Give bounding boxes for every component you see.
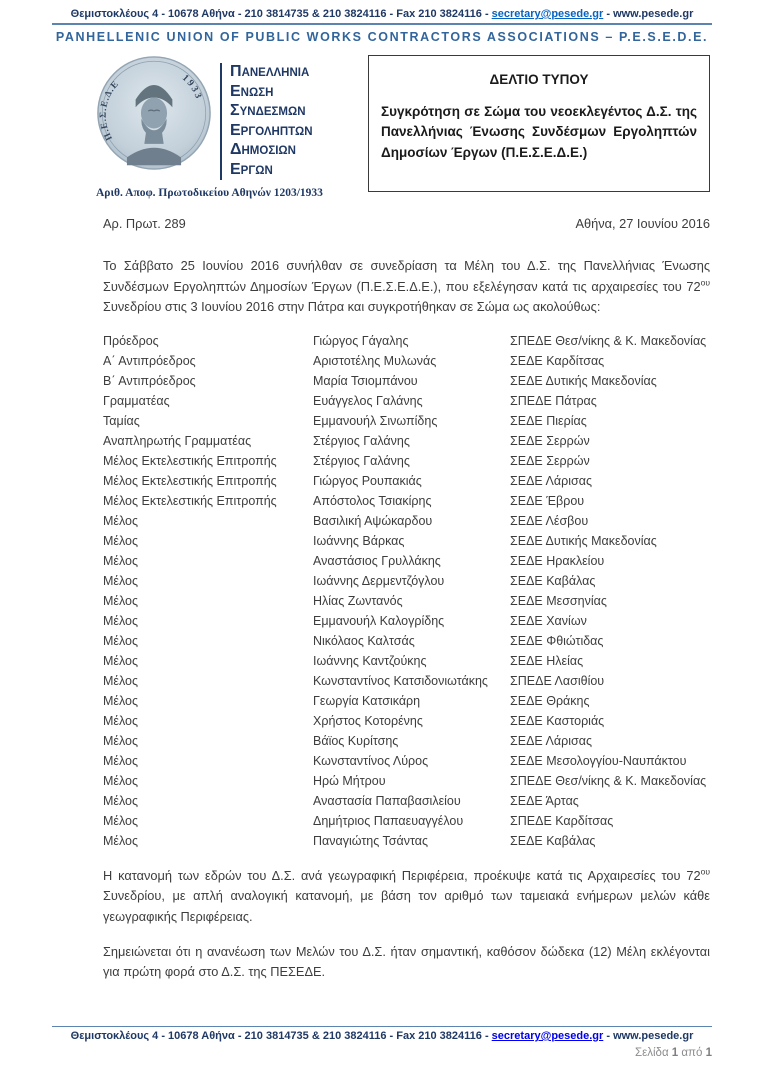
registration-number: Αριθ. Αποφ. Πρωτοδικείου Αθηνών 1203/1933 xyxy=(96,187,323,199)
page-number-total: 1 xyxy=(705,1047,712,1059)
board-row xyxy=(103,371,710,391)
acronym-rest: ΥΝΔΕΣΜΩΝ xyxy=(239,106,306,118)
role-cell: Μέλος xyxy=(103,754,139,769)
name-cell: Στέργιος Γαλάνης xyxy=(313,454,410,469)
press-release-title: ΔΕΛΤΙΟ ΤΥΠΟΥ xyxy=(489,72,589,87)
association-cell: ΣΠΕΔΕ Καρδίτσας xyxy=(510,814,614,829)
board-row xyxy=(103,571,710,591)
name-cell: Γιώργος Γάγαλης xyxy=(313,334,409,349)
board-row xyxy=(103,551,710,571)
name-cell: Αριστοτέλης Μυλωνάς xyxy=(313,354,437,369)
intro-part2: Συνεδρίου στις 3 Ιουνίου 2016 στην Πάτρα και συγκροτήθηκαν σε Σώμα ως ακολούθως: xyxy=(103,299,601,315)
email-link[interactable]: secretary@pesede.gr xyxy=(491,8,604,20)
board-row xyxy=(103,831,710,851)
name-cell: Ιωάννης Βάρκας xyxy=(313,534,405,549)
role-cell: Μέλος Εκτελεστικής Επιτροπής xyxy=(103,474,277,489)
association-cell: ΣΕΔΕ Έβρου xyxy=(510,494,585,509)
board-row xyxy=(103,691,710,711)
association-cell: ΣΕΔΕ Δυτικής Μακεδονίας xyxy=(510,534,657,549)
board-row xyxy=(103,611,710,631)
top-row xyxy=(96,55,710,199)
role-cell: Μέλος Εκτελεστικής Επιτροπής xyxy=(103,454,277,469)
board-row xyxy=(103,491,710,511)
role-cell: Μέλος xyxy=(103,634,139,649)
header-rule xyxy=(52,23,712,25)
role-cell: Ταμίας xyxy=(103,414,140,429)
acronym-initial: Π xyxy=(230,63,242,80)
intro-superscript: ου xyxy=(700,277,710,288)
name-cell: Ηλίας Ζωντανός xyxy=(313,594,403,609)
role-cell: Γραμματέας xyxy=(103,394,170,409)
association-cell: ΣΕΔΕ Καβάλας xyxy=(510,574,596,589)
footer-address xyxy=(52,1030,712,1042)
association-cell: ΣΕΔΕ Καστοριάς xyxy=(510,714,605,729)
footer-rule xyxy=(52,1026,712,1027)
name-cell: Νικόλαος Καλτσάς xyxy=(313,634,415,649)
association-cell: ΣΕΔΕ Δυτικής Μακεδονίας xyxy=(510,374,657,389)
association-cell: ΣΕΔΕ Μεσολογγίου-Ναυπάκτου xyxy=(510,754,687,769)
name-cell: Ιωάννης Καντζούκης xyxy=(313,654,427,669)
board-row xyxy=(103,731,710,751)
board-row xyxy=(103,651,710,671)
role-cell: Μέλος xyxy=(103,674,139,689)
name-cell: Παναγιώτης Τσάντας xyxy=(313,834,428,849)
board-row xyxy=(103,331,710,351)
press-release-box xyxy=(368,55,710,192)
board-row xyxy=(103,771,710,791)
association-cell: ΣΕΔΕ Σερρών xyxy=(510,434,590,449)
page-header xyxy=(52,8,712,44)
association-cell: ΣΕΔΕ Καρδίτσας xyxy=(510,354,605,369)
name-cell: Γιώργος Ρουπακιάς xyxy=(313,474,422,489)
board-row xyxy=(103,531,710,551)
pesede-logo-medallion xyxy=(96,55,212,171)
page-number-label: Σελίδα xyxy=(635,1047,669,1059)
association-cell: ΣΕΔΕ Σερρών xyxy=(510,454,590,469)
page-footer xyxy=(52,1026,712,1059)
renewal-note-paragraph: Σημειώνεται ότι η ανανέωση των Μελών του Δ.Σ. ήταν σημαντική, καθόσον δώδεκα (12) Μέλη εκλέγονται για πρώτη φορά στο Δ.Σ. της ΠΕΣΕΔΕ. xyxy=(103,943,710,980)
acronym-initial: Ε xyxy=(230,160,241,178)
board-row xyxy=(103,411,710,431)
role-cell: Μέλος xyxy=(103,534,139,549)
document-body xyxy=(103,216,710,982)
board-row xyxy=(103,591,710,611)
name-cell: Ευάγγελος Γαλάνης xyxy=(313,394,423,409)
association-cell: ΣΠΕΔΕ Πάτρας xyxy=(510,394,597,409)
footer-address-prefix: Θεμιστοκλέους 4 - 10678 Αθήνα - 210 3814735 & 210 3824116 - Fax 210 3824116 - xyxy=(70,1030,492,1042)
name-cell: Στέργιος Γαλάνης xyxy=(313,434,410,449)
name-cell: Γεωργία Κατσικάρη xyxy=(313,694,421,709)
association-cell: ΣΕΔΕ Λάρισας xyxy=(510,474,592,489)
name-cell: Κωνσταντίνος Κατσιδονιωτάκης xyxy=(313,674,488,689)
acronym-initial: Σ xyxy=(230,102,240,119)
role-cell: Μέλος xyxy=(103,774,139,789)
role-cell: Μέλος Εκτελεστικής Επιτροπής xyxy=(103,494,277,509)
name-cell: Χρήστος Κοτορένης xyxy=(313,714,423,729)
header-address xyxy=(52,8,712,20)
role-cell: Μέλος xyxy=(103,574,139,589)
role-cell: Μέλος xyxy=(103,834,139,849)
name-cell: Ηρώ Μήτρου xyxy=(313,774,386,789)
role-cell: Μέλος xyxy=(103,814,139,829)
date-line: Αθήνα, 27 Ιουνίου 2016 xyxy=(575,216,710,231)
acronym-list xyxy=(220,63,313,180)
name-cell: Μαρία Τσιομπάνου xyxy=(313,374,418,389)
acronym-initial: Δ xyxy=(230,141,242,158)
board-row xyxy=(103,511,710,531)
page-number-of: από xyxy=(681,1047,703,1059)
acronym-line xyxy=(230,141,313,161)
acronym-rest: ΡΓΟΛΗΠΤΩΝ xyxy=(240,125,313,138)
board-table xyxy=(103,331,710,851)
distribution-part2: Συνεδρίου, με απλή αναλογική κατανομή, με βάση τον αριθμό των ταμειακά ενήμερων μελών κάθε γεωγραφικής Περιφέρειας. xyxy=(103,888,710,924)
role-cell: Μέλος xyxy=(103,714,139,729)
board-row xyxy=(103,671,710,691)
distribution-superscript: ου xyxy=(700,866,710,877)
medallion-year-arc: 1933 xyxy=(179,72,205,102)
role-cell: Μέλος xyxy=(103,594,139,609)
acronym-rest: ΗΜΟΣΙΩΝ xyxy=(241,145,296,157)
association-cell: ΣΠΕΔΕ Θεσ/νίκης & Κ. Μακεδονίας xyxy=(510,334,707,349)
page-number-current: 1 xyxy=(671,1047,679,1059)
intro-part1: Το Σάββατο 25 Ιουνίου 2016 συνήλθαν σε συνεδρίαση τα Μέλη του Δ.Σ. της Πανελλήνιας Ένωσης Συνδέσμων Εργοληπτών Δημοσίων Έργων (Π.Ε.Σ.Ε.Δ.Ε.), που εξελέγησαν κατά τις αρχαιρεσίες του 72 xyxy=(103,258,710,294)
role-cell: Μέλος xyxy=(103,794,139,809)
name-cell: Αναστασία Παπαβασιλείου xyxy=(313,794,461,809)
name-cell: Απόστολος Τσιακίρης xyxy=(313,494,432,509)
footer-address-suffix: - www.pesede.gr xyxy=(603,1030,694,1042)
acronym-initial: Ε xyxy=(230,121,241,139)
board-row xyxy=(103,351,710,371)
logo-block xyxy=(96,55,364,199)
role-cell: Μέλος xyxy=(103,694,139,709)
name-cell: Εμμανουήλ Καλογρίδης xyxy=(313,614,445,629)
association-cell: ΣΕΔΕ Λέσβου xyxy=(510,514,589,529)
acronym-line xyxy=(230,63,313,83)
role-cell: Μέλος xyxy=(103,614,139,629)
board-row xyxy=(103,391,710,411)
role-cell: Μέλος xyxy=(103,654,139,669)
board-row xyxy=(103,471,710,491)
name-cell: Αναστάσιος Γρυλλάκης xyxy=(313,554,441,569)
intro-paragraph xyxy=(103,256,710,318)
distribution-paragraph xyxy=(103,866,710,927)
name-cell: Βασιλική Αψώκαρδου xyxy=(313,514,433,529)
acronym-rest: ΑΝΕΛΛΗΝΙΑ xyxy=(241,67,310,79)
org-title-en: PANHELLENIC UNION OF PUBLIC WORKS CONTRACTORS ASSOCIATIONS – P.E.S.E.D.E. xyxy=(55,30,709,44)
association-cell: ΣΕΔΕ Ηρακλείου xyxy=(510,554,605,569)
acronym-line xyxy=(230,102,313,122)
acronym-rest: ΝΩΣΗ xyxy=(240,86,274,99)
board-row xyxy=(103,811,710,831)
association-cell: ΣΕΔΕ Λάρισας xyxy=(510,734,592,749)
role-cell: Α΄ Αντιπρόεδρος xyxy=(103,354,196,369)
association-cell: ΣΕΔΕ Μεσσηνίας xyxy=(510,594,607,609)
association-cell: ΣΠΕΔΕ Λασιθίου xyxy=(510,674,605,689)
association-cell: ΣΕΔΕ Χανίων xyxy=(510,614,587,629)
acronym-line xyxy=(230,83,313,103)
board-row xyxy=(103,711,710,731)
role-cell: Μέλος xyxy=(103,514,139,529)
board-row xyxy=(103,431,710,451)
header-address-suffix: - www.pesede.gr xyxy=(603,8,694,20)
association-cell: ΣΕΔΕ Άρτας xyxy=(510,794,579,809)
protocol-number: Αρ. Πρωτ. 289 xyxy=(103,216,186,231)
acronym-line xyxy=(230,122,313,142)
role-cell: Αναπληρωτής Γραμματέας xyxy=(103,434,252,449)
header-address-prefix: Θεμιστοκλέους 4 - 10678 Αθήνα - 210 3814735 & 210 3824116 - Fax 210 3824116 - xyxy=(70,8,492,20)
association-cell: ΣΕΔΕ Καβάλας xyxy=(510,834,596,849)
board-row xyxy=(103,451,710,471)
board-row xyxy=(103,751,710,771)
role-cell: Μέλος xyxy=(103,734,139,749)
press-release-subject: Συγκρότηση σε Σώμα του νεοεκλεγέντος Δ.Σ. της Πανελλήνιας Ένωσης Συνδέσμων Εργοληπτών Δημοσίων Έργων (Π.Ε.Σ.Ε.Δ.Ε.) xyxy=(381,104,697,160)
name-cell: Ιωάννης Δερμεντζόγλου xyxy=(313,574,445,589)
name-cell: Δημήτριος Παπαευαγγέλου xyxy=(313,814,464,829)
name-cell: Βάϊος Κυρίτσης xyxy=(313,734,399,749)
distribution-part1: Η κατανομή των εδρών του Δ.Σ. ανά γεωγραφική Περιφέρεια, προέκυψε κατά τις Αρχαιρεσίες του 72 xyxy=(103,868,701,884)
association-cell: ΣΕΔΕ Πιερίας xyxy=(510,414,587,429)
meta-row xyxy=(103,216,710,231)
footer-email-link[interactable]: secretary@pesede.gr xyxy=(491,1030,604,1042)
role-cell: Β΄ Αντιπρόεδρος xyxy=(103,374,196,389)
name-cell: Κωνσταντίνος Λύρος xyxy=(313,754,429,769)
page-number xyxy=(52,1047,712,1059)
association-cell: ΣΕΔΕ Φθιώτιδας xyxy=(510,634,604,649)
name-cell: Εμμανουήλ Σινωπίδης xyxy=(313,414,438,429)
association-cell: ΣΕΔΕ Θράκης xyxy=(510,694,590,709)
association-cell: ΣΠΕΔΕ Θεσ/νίκης & Κ. Μακεδονίας xyxy=(510,774,707,789)
acronym-rest: ΡΓΩΝ xyxy=(240,164,273,177)
board-row xyxy=(103,791,710,811)
association-cell: ΣΕΔΕ Ηλείας xyxy=(510,654,584,669)
acronym-initial: Ε xyxy=(230,82,241,100)
role-cell: Μέλος xyxy=(103,554,139,569)
acronym-line xyxy=(230,161,313,181)
board-row xyxy=(103,631,710,651)
role-cell: Πρόεδρος xyxy=(103,334,159,349)
medallion-acronym-arc: Π.Ε.Σ.Ε.Δ.Ε xyxy=(97,78,121,143)
